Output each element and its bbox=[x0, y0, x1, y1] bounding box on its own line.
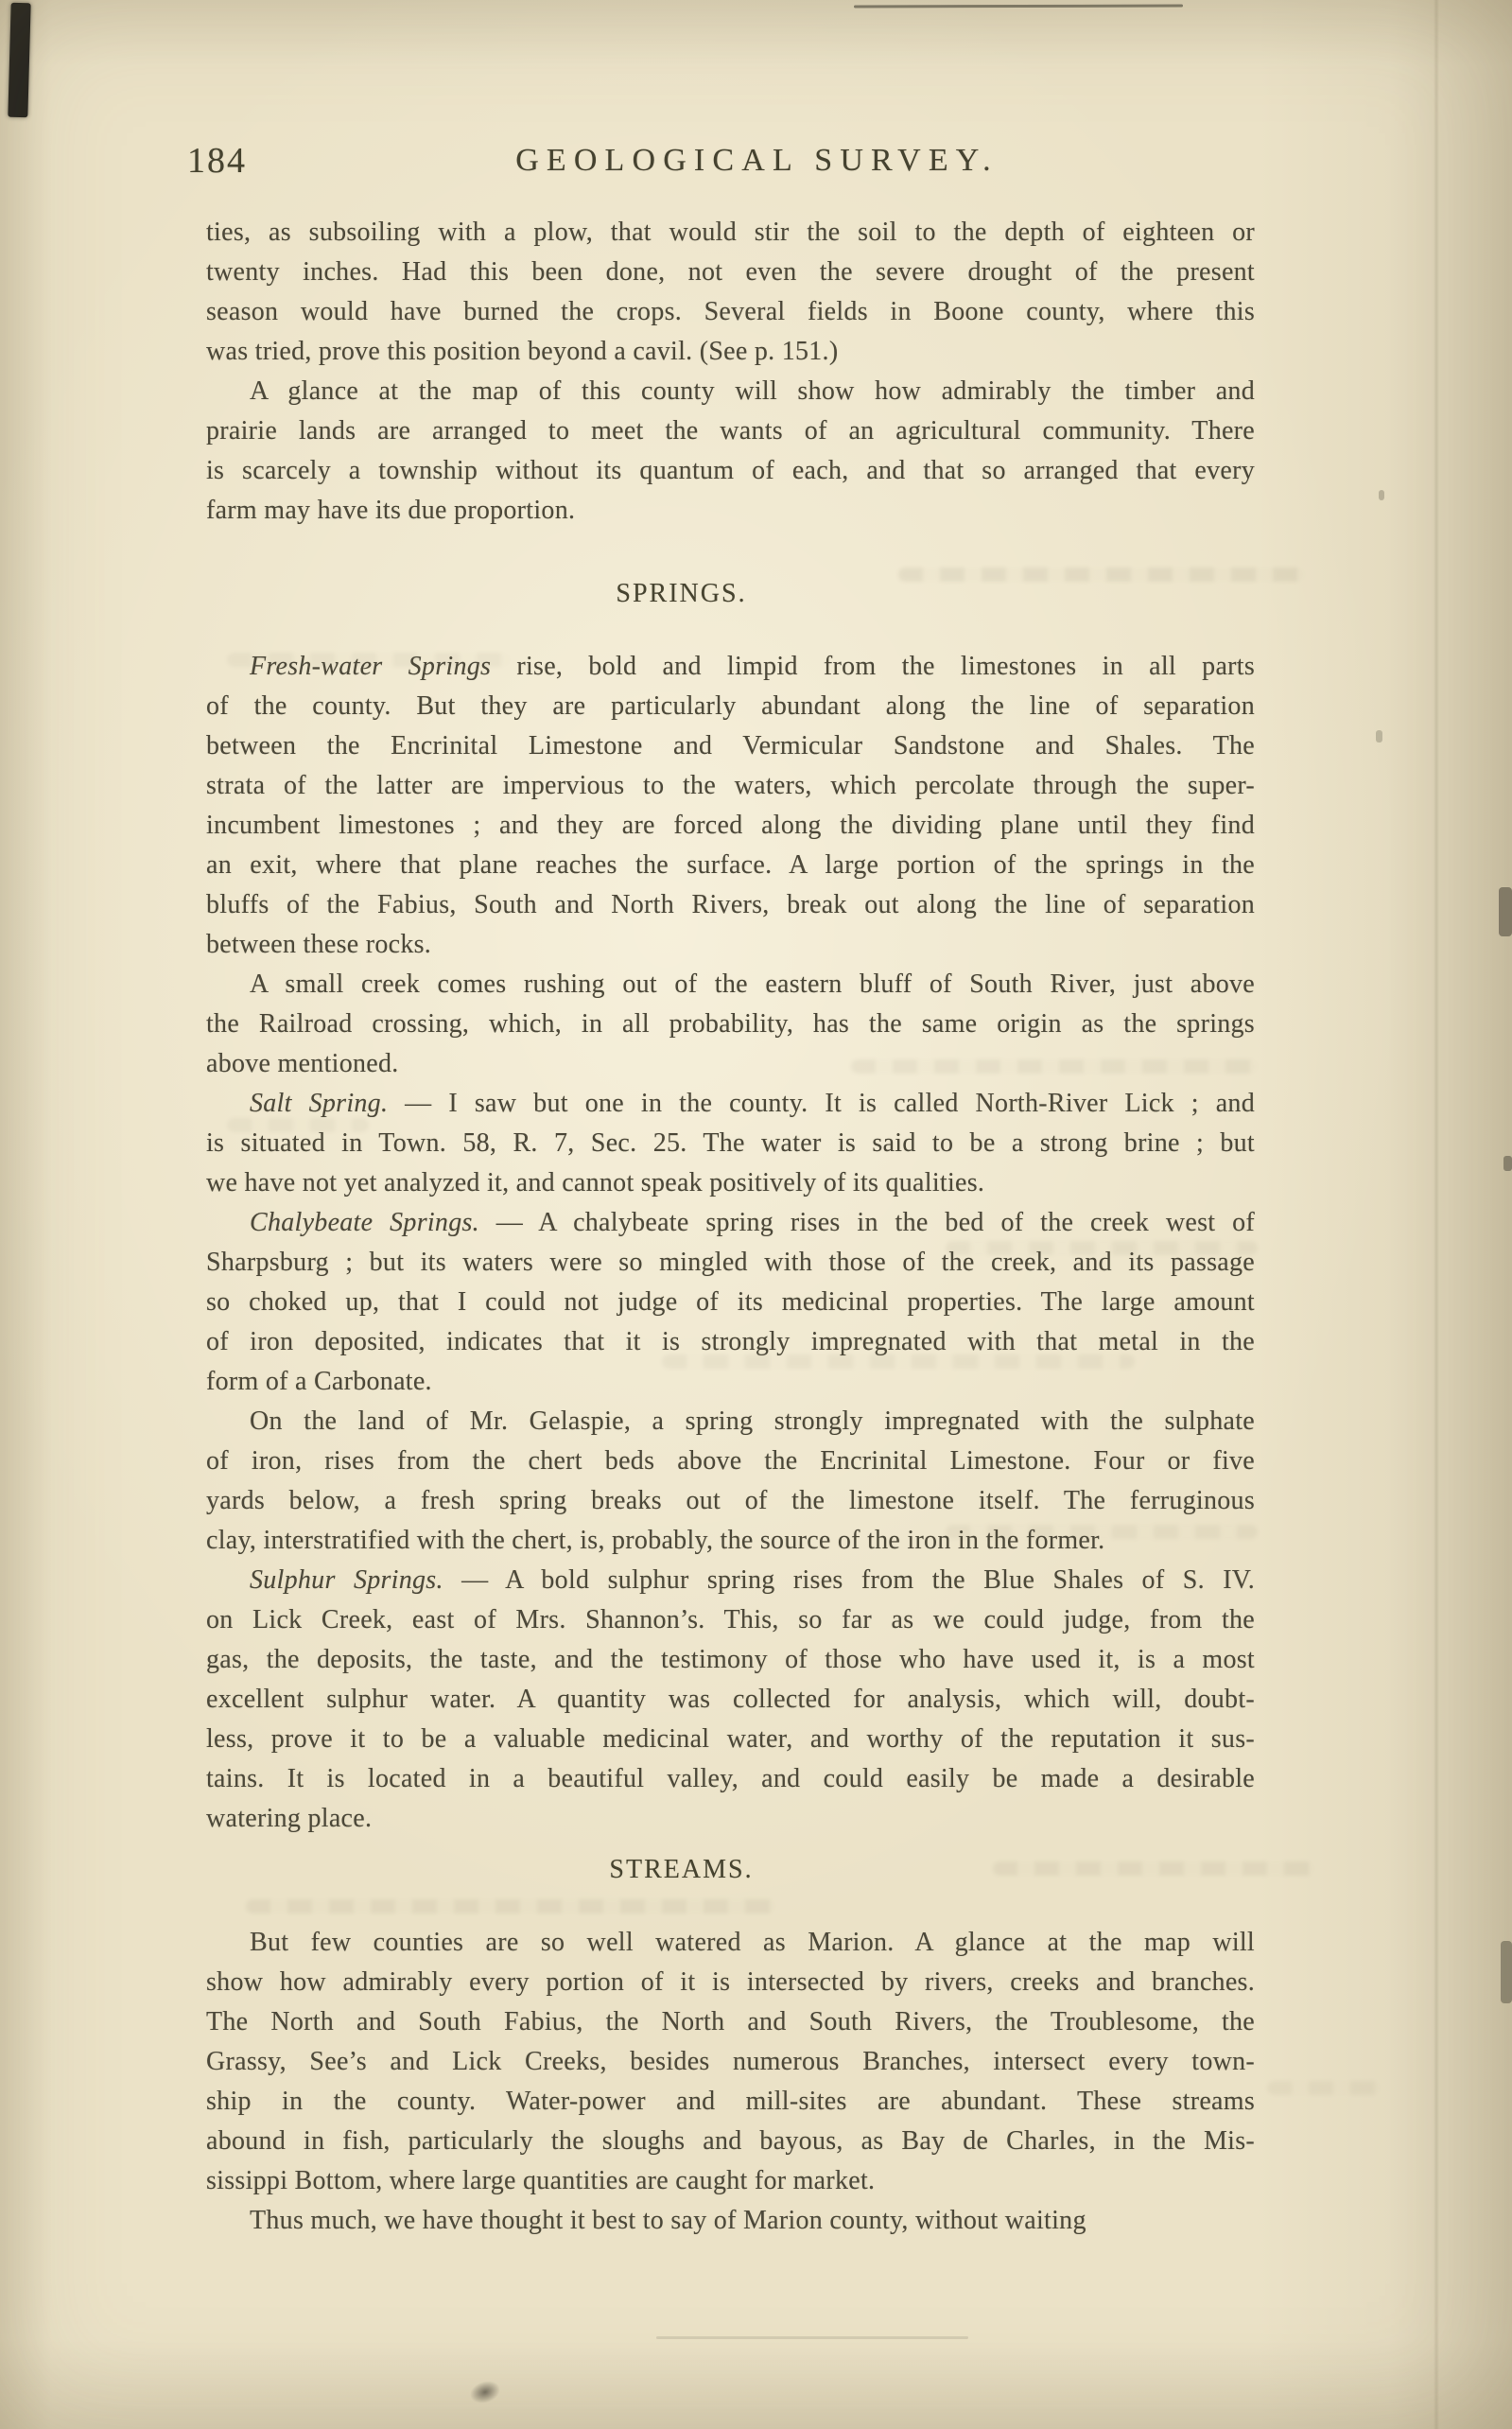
text-line bbox=[206, 1203, 1255, 1243]
text-line bbox=[206, 332, 1255, 372]
text-segment: prairie lands are arranged to meet the wants of an agricultural community. There bbox=[206, 416, 1255, 446]
section-heading: STREAMS. bbox=[609, 1855, 754, 1884]
text-segment: between these rocks. bbox=[206, 930, 432, 959]
text-line bbox=[206, 1044, 1255, 1084]
text-line bbox=[206, 292, 1255, 332]
text-segment: On the land of Mr. Gelaspie, a spring strongly impregnated with the sulphate bbox=[250, 1407, 1255, 1436]
text-line bbox=[206, 1561, 1255, 1600]
text-line bbox=[206, 1640, 1255, 1680]
text-line bbox=[206, 372, 1255, 411]
text-segment: is situated in Town. 58, R. 7, Sec. 25. The water is said to be a strong brine ; but bbox=[206, 1128, 1255, 1158]
text-segment: Thus much, we have thought it best to say of Marion county, without waiting bbox=[250, 2206, 1086, 2235]
text-line bbox=[206, 1963, 1255, 2002]
text-segment: season would have burned the crops. Several fields in Boone county, where this bbox=[206, 297, 1255, 326]
text-segment: — A chalybeate spring rises in the bed of the creek west of bbox=[478, 1208, 1255, 1237]
text-line bbox=[206, 1005, 1255, 1044]
text-segment: Sharpsburg ; but its waters were so mingled with those of the creek, and its passage bbox=[206, 1248, 1255, 1277]
text-line bbox=[206, 846, 1255, 885]
text-segment: form of a Carbonate. bbox=[206, 1367, 432, 1396]
text-line bbox=[206, 806, 1255, 846]
scan-artifact-margin-speck bbox=[1376, 730, 1382, 743]
scan-artifact-top-edge-line bbox=[854, 5, 1183, 9]
section bbox=[206, 574, 1255, 1839]
text-segment: farm may have its due proportion. bbox=[206, 496, 576, 525]
text-line bbox=[206, 2122, 1255, 2161]
text-line bbox=[206, 1759, 1255, 1799]
text-line bbox=[206, 2201, 1255, 2241]
page-fold-shadow bbox=[1434, 0, 1439, 2429]
text-line bbox=[206, 1124, 1255, 1163]
text-segment: — I saw but one in the county. It is called North-River Lick ; and bbox=[388, 1089, 1255, 1118]
text-line bbox=[206, 1163, 1255, 1203]
text-line bbox=[206, 1481, 1255, 1521]
text-segment: of the county. But they are particularly abundant along the line of separation bbox=[206, 691, 1255, 721]
text-segment: the Railroad crossing, which, in all probability, has the same origin as the springs bbox=[206, 1009, 1255, 1039]
section-heading: SPRINGS. bbox=[616, 579, 747, 608]
text-line bbox=[206, 1283, 1255, 1322]
text-line bbox=[206, 687, 1255, 726]
text-segment: on Lick Creek, east of Mrs. Shannon’s. This, so far as we could judge, from the bbox=[206, 1605, 1255, 1634]
scan-artifact-bottom-ink-mark bbox=[467, 2378, 502, 2407]
text-segment: above mentioned. bbox=[206, 1049, 399, 1078]
text-segment: so choked up, that I could not judge of its medicinal properties. The large amount bbox=[206, 1287, 1255, 1317]
text-segment: The North and South Fabius, the North and South Rivers, the Troublesome, the bbox=[206, 2007, 1255, 2036]
text-line bbox=[206, 766, 1255, 806]
text-line bbox=[206, 1923, 1255, 1963]
scan-artifact-faint-rule bbox=[656, 2336, 968, 2339]
text-segment: show how admirably every portion of it is intersected by rivers, creeks and branches. bbox=[206, 1967, 1255, 1997]
scan-artifact-right-speck bbox=[1503, 1156, 1512, 1171]
scan-artifact-right-speck bbox=[1501, 1941, 1512, 2003]
text-line bbox=[206, 2161, 1255, 2201]
text-line bbox=[206, 1799, 1255, 1839]
text-line bbox=[206, 253, 1255, 292]
text-segment: between the Encrinital Limestone and Vermicular Sandstone and Shales. The bbox=[206, 731, 1255, 760]
text-line bbox=[206, 1362, 1255, 1402]
text-line bbox=[206, 1084, 1255, 1124]
italic-text-segment: Fresh-water Springs bbox=[250, 652, 492, 681]
text-segment: yards below, a fresh spring breaks out of the limestone itself. The ferruginous bbox=[206, 1486, 1255, 1515]
text-segment: incumbent limestones ; and they are forced along the dividing plane until they find bbox=[206, 811, 1255, 840]
text-line bbox=[206, 1243, 1255, 1283]
text-segment: abound in fish, particularly the sloughs and bayous, as Bay de Charles, in the Mis- bbox=[206, 2126, 1255, 2156]
text-line bbox=[206, 925, 1255, 965]
running-header-title: GEOLOGICAL SURVEY. bbox=[515, 143, 999, 178]
text-segment: is scarcely a township without its quantum of each, and that so arranged that every bbox=[206, 456, 1255, 485]
text-segment: was tried, prove this position beyond a cavil. (See p. 151.) bbox=[206, 337, 839, 366]
text-line bbox=[206, 213, 1255, 253]
text-segment: bluffs of the Fabius, South and North Rivers, break out along the line of separation bbox=[206, 890, 1255, 919]
text-line bbox=[206, 726, 1255, 766]
text-line bbox=[206, 2082, 1255, 2122]
text-line bbox=[206, 885, 1255, 925]
text-segment: we have not yet analyzed it, and cannot speak positively of its qualities. bbox=[206, 1168, 985, 1197]
text-column bbox=[206, 213, 1255, 2241]
scan-artifact-right-speck bbox=[1499, 887, 1512, 936]
text-segment: A small creek comes rushing out of the eastern bluff of South River, just above bbox=[250, 970, 1255, 999]
text-segment: clay, interstratified with the chert, is, probably, the source of the iron in the former. bbox=[206, 1526, 1105, 1555]
text-segment: ship in the county. Water-power and mill-sites are abundant. These streams bbox=[206, 2087, 1255, 2116]
text-segment: excellent sulphur water. A quantity was collected for analysis, which will, doubt- bbox=[206, 1685, 1255, 1714]
text-line bbox=[206, 491, 1255, 531]
text-line bbox=[206, 1402, 1255, 1442]
text-segment: of iron deposited, indicates that it is strongly impregnated with that metal in the bbox=[206, 1327, 1255, 1356]
showthrough-ghost bbox=[1267, 2081, 1381, 2095]
text-segment: gas, the deposits, the taste, and the testimony of those who have used it, is a most bbox=[206, 1645, 1255, 1674]
scan-artifact-top-left-bar bbox=[8, 3, 30, 118]
text-line bbox=[206, 451, 1255, 491]
text-line bbox=[206, 647, 1255, 687]
text-segment: less, prove it to be a valuable medicinal water, and worthy of the reputation it sus- bbox=[206, 1724, 1255, 1754]
text-line bbox=[206, 1322, 1255, 1362]
text-segment: of iron, rises from the chert beds above the Encrinital Limestone. Four or five bbox=[206, 1446, 1255, 1476]
text-line bbox=[206, 2002, 1255, 2042]
text-line bbox=[206, 1680, 1255, 1720]
text-segment: rise, bold and limpid from the limestones in all parts bbox=[491, 652, 1255, 681]
text-line bbox=[206, 1600, 1255, 1640]
text-line bbox=[206, 2042, 1255, 2082]
text-segment: A glance at the map of this county will show how admirably the timber and bbox=[250, 376, 1255, 406]
text-segment: Grassy, See’s and Lick Creeks, besides numerous Branches, intersect every town- bbox=[206, 2047, 1255, 2076]
section bbox=[206, 1850, 1255, 2241]
text-segment: tains. It is located in a beautiful valley, and could easily be made a desirable bbox=[206, 1764, 1255, 1793]
italic-text-segment: Salt Spring. bbox=[250, 1089, 389, 1118]
scan-artifact-margin-speck bbox=[1379, 490, 1384, 500]
text-segment: ties, as subsoiling with a plow, that would stir the soil to the depth of eighteen or bbox=[206, 218, 1255, 247]
italic-text-segment: Sulphur Springs. bbox=[250, 1565, 443, 1595]
page-number: 184 bbox=[187, 141, 247, 181]
text-line bbox=[206, 965, 1255, 1005]
text-segment: sissippi Bottom, where large quantities are caught for market. bbox=[206, 2166, 876, 2195]
text-line bbox=[206, 1521, 1255, 1561]
text-segment: strata of the latter are impervious to the waters, which percolate through the super- bbox=[206, 771, 1255, 800]
section bbox=[206, 213, 1255, 531]
text-line bbox=[206, 411, 1255, 451]
text-segment: twenty inches. Had this been done, not even the severe drought of the present bbox=[206, 257, 1255, 287]
text-segment: an exit, where that plane reaches the surface. A large portion of the springs in the bbox=[206, 850, 1255, 880]
text-segment: But few counties are so well watered as Marion. A glance at the map will bbox=[250, 1928, 1255, 1957]
page-header bbox=[187, 138, 1255, 182]
text-segment: — A bold sulphur spring rises from the Blue Shales of S. IV. bbox=[443, 1565, 1255, 1595]
italic-text-segment: Chalybeate Springs. bbox=[250, 1208, 479, 1237]
text-line bbox=[206, 1720, 1255, 1759]
text-segment: watering place. bbox=[206, 1804, 373, 1833]
text-line bbox=[206, 1442, 1255, 1481]
